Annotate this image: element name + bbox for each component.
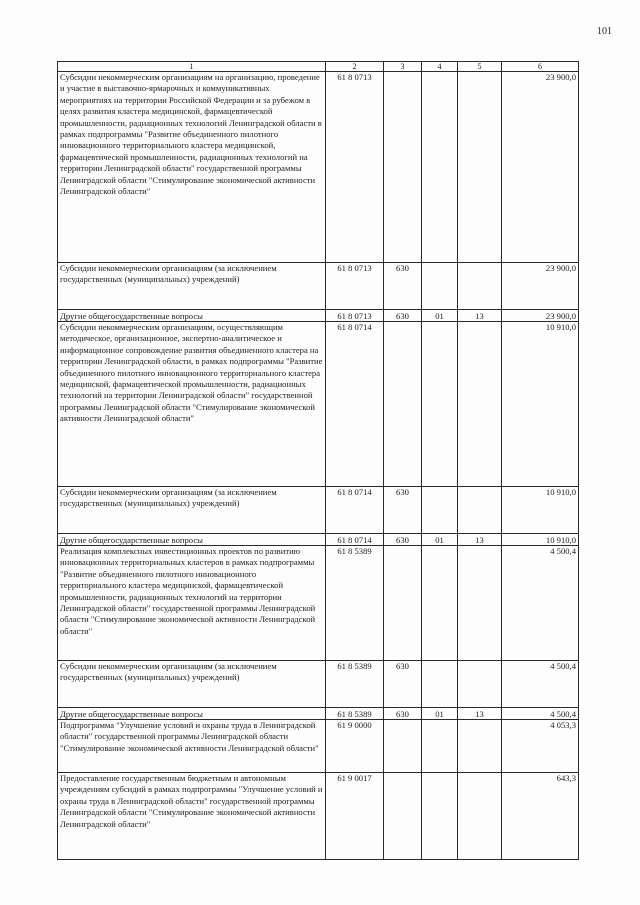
row-expense-type-cell (384, 546, 422, 661)
row-csr-code-cell: 61 8 0713 (326, 263, 384, 310)
page-number: 101 (597, 26, 612, 37)
row-amount-cell: 23 900,0 (502, 72, 579, 263)
row-expense-type-cell: 630 (384, 263, 422, 310)
row-amount-cell: 4 500,4 (502, 546, 579, 661)
row-amount-cell: 10 910,0 (502, 487, 579, 534)
row-amount-cell: 4 500,4 (502, 708, 579, 720)
row-amount-cell: 4 500,4 (502, 661, 579, 708)
row-name-cell: Субсидии некоммерческим организациям на организацию, проведение и участие в выставочно-ярмарочных и коммуникативных мероприятиях на территории Российской Федерации и за рубежом в целях развития кластера медицинской, фармацевтической промышленности, радиационных технологий Ленинградской области в рамках подпрограммы "Развитие объединенного пилотного инновационного территориального кластера медицинской, фармацевтической промышленности, радиационных технологий на территории Ленинградской области" государственной программы Ленинградской области "Стимулирование экономической активности Ленинградской области" (58, 72, 326, 263)
row-expense-type-cell: 630 (384, 708, 422, 720)
row-name-cell: Подпрограмма "Улучшение условий и охраны труда в Ленинградской области" государственной программы Ленинградской области "Стимулирование экономической активности Ленинградской области" (58, 720, 326, 773)
row-section-cell: 01 (422, 708, 458, 720)
table-row (58, 487, 579, 534)
row-name-cell: Другие общегосударственные вопросы (58, 708, 326, 720)
table-row (58, 534, 579, 546)
row-amount-cell: 4 053,3 (502, 720, 579, 773)
row-expense-type-cell: 630 (384, 487, 422, 534)
row-expense-type-cell (384, 720, 422, 773)
row-section-cell (422, 263, 458, 310)
row-name-cell: Предоставление государственным бюджетным и автономным учреждениям субсидий в рамках подпрограммы "Улучшение условий и охраны труда в Ленинградской области" государственной программы Ленинградской области "Стимулирование экономической активности Ленинградской области" (58, 773, 326, 860)
header-cell: 5 (458, 62, 502, 72)
row-name-cell: Субсидии некоммерческим организациям (за исключением государственных (муниципальных) учреждений) (58, 263, 326, 310)
row-csr-code-cell: 61 8 0714 (326, 534, 384, 546)
row-amount-cell: 643,3 (502, 773, 579, 860)
table-row (58, 72, 579, 263)
row-section-cell (422, 773, 458, 860)
row-section-cell (422, 72, 458, 263)
row-expense-type-cell (384, 322, 422, 487)
row-expense-type-cell: 630 (384, 534, 422, 546)
header-cell: 3 (384, 62, 422, 72)
row-expense-type-cell (384, 72, 422, 263)
table-row (58, 661, 579, 708)
row-csr-code-cell: 61 9 0000 (326, 720, 384, 773)
header-cell: 1 (58, 62, 326, 72)
header-row (58, 62, 579, 72)
row-name-cell: Другие общегосударственные вопросы (58, 310, 326, 322)
table-row (58, 546, 579, 661)
row-name-cell: Субсидии некоммерческим организациям, осуществляющим методическое, организационное, экспертно-аналитическое и информационное сопровождение развития объединенного кластера на территории Ленинградской области, в рамках подпрограммы "Развитие объединенного пилотного инновационного территориального кластера медицинской, фармацевтической промышленности, радиационных технологий на территории Ленинградской области" государственной программы Ленинградской области "Стимулирование экономической активности Ленинградской области" (58, 322, 326, 487)
row-subsection-cell (458, 263, 502, 310)
row-name-cell: Субсидии некоммерческим организациям (за исключением государственных (муниципальных) учреждений) (58, 661, 326, 708)
row-section-cell (422, 720, 458, 773)
row-subsection-cell (458, 322, 502, 487)
row-section-cell: 01 (422, 310, 458, 322)
row-name-cell: Другие общегосударственные вопросы (58, 534, 326, 546)
row-section-cell: 01 (422, 534, 458, 546)
row-section-cell (422, 487, 458, 534)
row-csr-code-cell: 61 8 0713 (326, 72, 384, 263)
row-csr-code-cell: 61 8 5389 (326, 546, 384, 661)
row-expense-type-cell: 630 (384, 310, 422, 322)
row-amount-cell: 10 910,0 (502, 322, 579, 487)
header-cell: 4 (422, 62, 458, 72)
row-subsection-cell: 13 (458, 534, 502, 546)
row-csr-code-cell: 61 8 0714 (326, 487, 384, 534)
row-subsection-cell: 13 (458, 708, 502, 720)
row-subsection-cell: 13 (458, 310, 502, 322)
table-row (58, 263, 579, 310)
row-expense-type-cell (384, 773, 422, 860)
budget-table (57, 61, 579, 860)
table-row (58, 322, 579, 487)
row-subsection-cell (458, 773, 502, 860)
row-subsection-cell (458, 546, 502, 661)
table-row (58, 708, 579, 720)
row-csr-code-cell: 61 8 0714 (326, 322, 384, 487)
row-csr-code-cell: 61 8 5389 (326, 708, 384, 720)
row-amount-cell: 23 900,0 (502, 263, 579, 310)
row-csr-code-cell: 61 9 0017 (326, 773, 384, 860)
table-body (58, 72, 579, 860)
row-csr-code-cell: 61 8 5389 (326, 661, 384, 708)
row-section-cell (422, 322, 458, 487)
row-section-cell (422, 546, 458, 661)
table-row (58, 720, 579, 773)
row-section-cell (422, 661, 458, 708)
table-row (58, 310, 579, 322)
header-cell: 6 (502, 62, 579, 72)
row-amount-cell: 10 910,0 (502, 534, 579, 546)
row-csr-code-cell: 61 8 0713 (326, 310, 384, 322)
row-subsection-cell (458, 661, 502, 708)
row-subsection-cell (458, 72, 502, 263)
header-cell: 2 (326, 62, 384, 72)
row-subsection-cell (458, 720, 502, 773)
row-expense-type-cell: 630 (384, 661, 422, 708)
row-name-cell: Реализация комплексных инвестиционных проектов по развитию инновационных территориальных кластеров в рамках подпрограммы "Развитие объединенного пилотного инновационного территориального кластера медицинской, фармацевтической промышленности, радиационных технологий на территории Ленинградской области" государственной программы Ленинградской области "Стимулирование экономической активности Ленинградской области" (58, 546, 326, 661)
row-name-cell: Субсидии некоммерческим организациям (за исключением государственных (муниципальных) учреждений) (58, 487, 326, 534)
row-amount-cell: 23 900,0 (502, 310, 579, 322)
row-subsection-cell (458, 487, 502, 534)
table-row (58, 773, 579, 860)
